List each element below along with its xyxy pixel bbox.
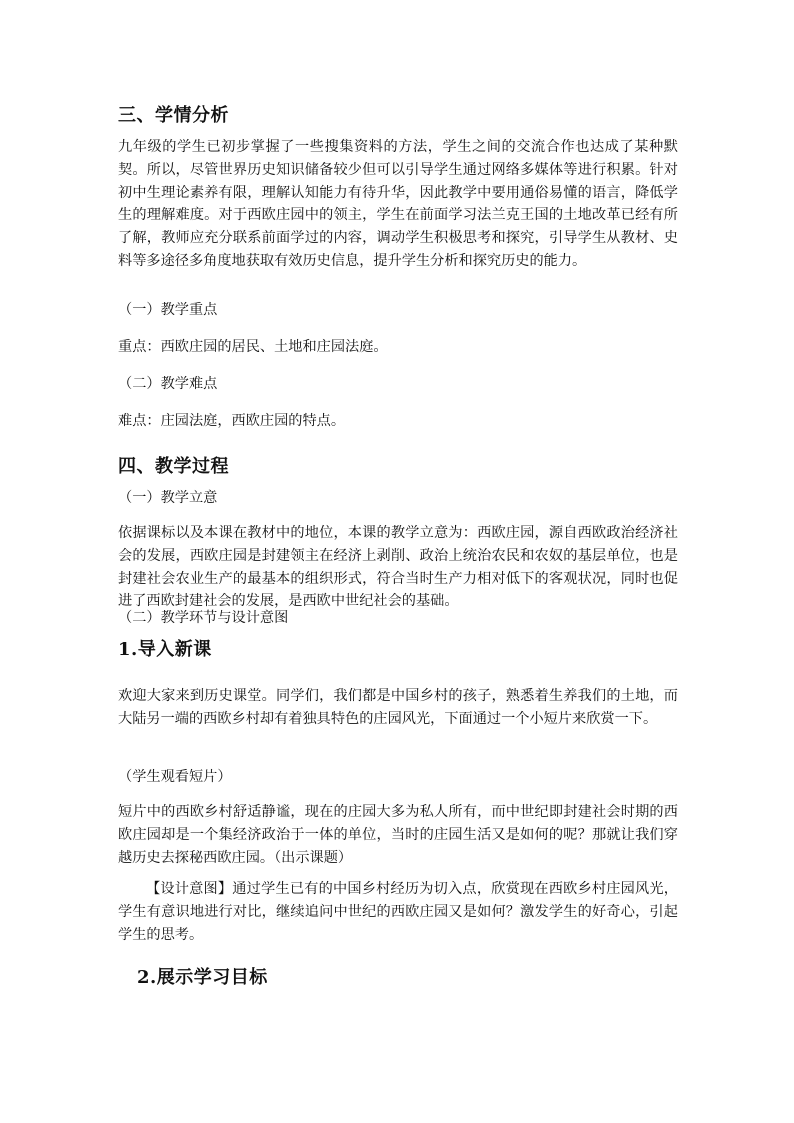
step-2-title: 2.展示学习目标	[137, 967, 268, 988]
difficulty-heading: （二）教学难点	[118, 376, 218, 392]
step-1-title: 1.导入新课	[118, 639, 212, 660]
step-1-video-note: （学生观看短片）	[118, 769, 232, 785]
teaching-intent-text: 依据课标以及本课在教材中的地位，本课的教学立意为：西欧庄园，源自西欧政治经济社会的发展，西欧庄园是封建领主在经济上剥削、政治上统治农民和农奴的基层单位，也是封建社会农业生产的最基本的组织形式，符合当时生产力相对低下的客观状况，同时也促进了西欧封建社会的发展，是西欧中世纪社会的基础。	[118, 525, 678, 610]
key-points-text: 重点：西欧庄园的居民、土地和庄园法庭。	[118, 339, 388, 355]
section-3-paragraph: 九年级的学生已初步掌握了一些搜集资料的方法，学生之间的交流合作也达成了某种默契。所以，尽管世界历史知识储备较少但可以引导学生通过网络多媒体等进行积累。针对初中生理论素养有限，理解认知能力有待升华，因此教学中要用通俗易懂的语言，降低学生的理解难度。对于西欧庄园中的领主，学生在前面学习法兰克王国的土地改革已经有所了解，教师应充分联系前面学过的内容，调动学生积极思考和探究，引导学生从教材、史料等多途径多角度地获取有效历史信息，提升学生分析和探究历史的能力。	[118, 139, 678, 269]
step-1-video-paragraph: 短片中的西欧乡村舒适静谧，现在的庄园大多为私人所有，而中世纪即封建社会时期的西欧庄园却是一个集经济政治于一体的单位，当时的庄园生活又是如何的呢？那就让我们穿越历史去探秘西欧庄园。（出示课题）	[118, 804, 678, 866]
section-3-title: 三、学情分析	[118, 105, 229, 126]
teaching-steps-heading: （二）教学环节与设计意图	[118, 610, 289, 626]
step-1-design-intent: 【设计意图】通过学生已有的中国乡村经历为切入点，欣赏现在西欧乡村庄园风光，学生有意识地进行对比，继续追问中世纪的西欧庄园又是如何？激发学生的好奇心，引起学生的思考。	[118, 881, 678, 943]
section-4-title: 四、教学过程	[118, 456, 229, 477]
key-points-heading: （一）教学重点	[118, 302, 218, 318]
difficulty-text: 难点：庄园法庭，西欧庄园的特点。	[118, 413, 346, 429]
step-1-intro-paragraph: 欢迎大家来到历史课堂。同学们，我们都是中国乡村的孩子，熟悉着生养我们的土地，而大陆另一端的西欧乡村却有着独具特色的庄园风光，下面通过一个小短片来欣赏一下。	[118, 688, 678, 727]
teaching-intent-heading: （一）教学立意	[118, 490, 218, 506]
